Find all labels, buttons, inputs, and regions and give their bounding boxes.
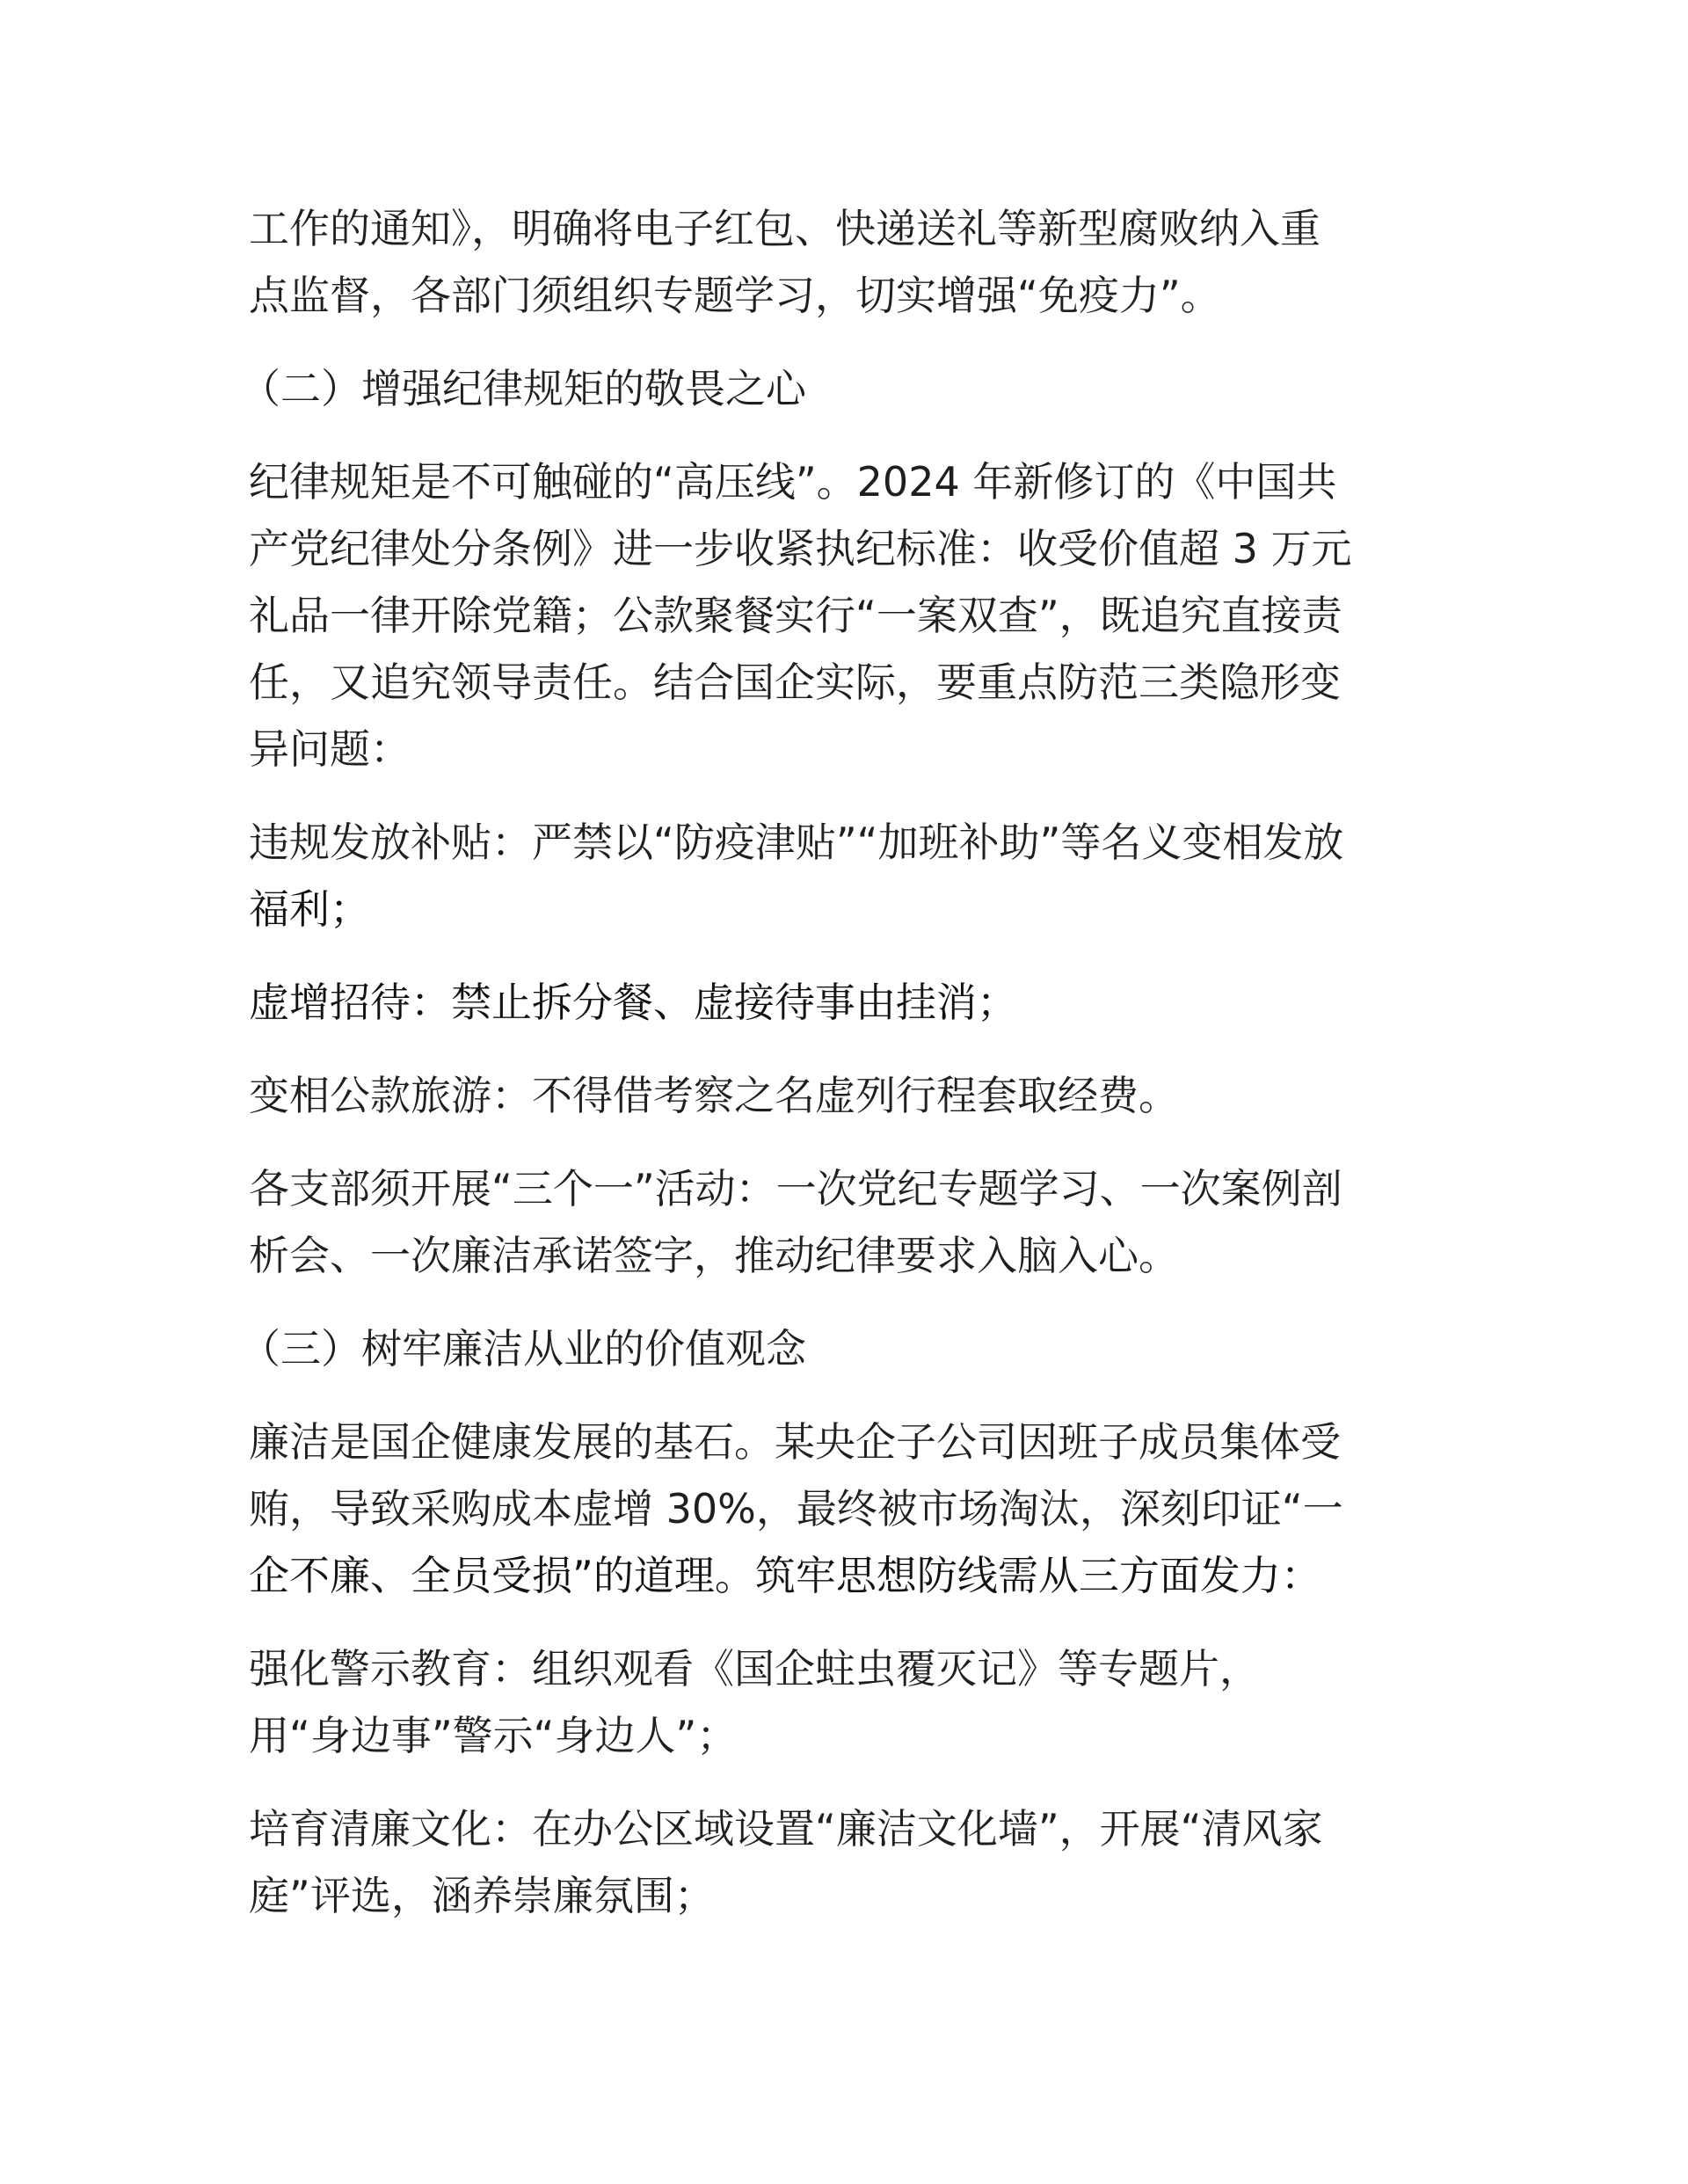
paragraph-three-ones-activity [249, 1155, 1444, 1289]
text-line: 企不廉、全员受损”的道理。筑牢思想防线需从三方面发力： [249, 1552, 1321, 1599]
text-line: 异问题： [249, 725, 411, 773]
text-line: 福利； [249, 885, 370, 933]
paragraph-integrity-foundation [249, 1409, 1444, 1609]
text-line: 培育清廉文化：在办公区域设置“廉洁文化墙”，开展“清风家 [249, 1805, 1323, 1853]
paragraph-notice-continuation [249, 195, 1444, 329]
text-line: 虚增招待：禁止拆分餐、虚接待事由挂消； [249, 979, 1017, 1026]
text-line: 廉洁是国企健康发展的基石。某央企子公司因班子成员集体受 [249, 1418, 1341, 1466]
paragraph-travel-item [249, 1062, 1444, 1129]
text-line: 点监督，各部门须组织专题学习，切实增强“免疫力”。 [249, 272, 1221, 319]
paragraph-clean-culture [249, 1795, 1444, 1929]
paragraph-subsidy-item [249, 809, 1444, 943]
text-line: 贿，导致采购成本虚增 30%，最终被市场淘汰，深刻印证“一 [249, 1485, 1343, 1532]
text-line: 任，又追究领导责任。结合国企实际，要重点防范三类隐形变 [249, 659, 1341, 706]
section-heading-2: （二）增强纪律规矩的敬畏之心 [240, 365, 806, 412]
document-page [240, 195, 1444, 1955]
text-line: 强化警示教育：组织观看《国企蛀虫覆灭记》等专题片， [249, 1645, 1260, 1693]
paragraph-warning-education [249, 1635, 1444, 1769]
paragraph-hospitality-item [249, 969, 1444, 1036]
paragraph-discipline-rules [249, 448, 1444, 783]
text-line: 产党纪律处分条例》进一步收紧执纪标准：收受价值超 3 万元 [249, 525, 1352, 572]
section-heading-3: （三）树牢廉洁从业的价值观念 [240, 1325, 806, 1372]
text-line: 庭”评选，涵养崇廉氛围； [249, 1872, 715, 1919]
text-line: 变相公款旅游：不得借考察之名虚列行程套取经费。 [249, 1072, 1179, 1119]
text-line: 违规发放补贴：严禁以“防疫津贴”“加班补助”等名义变相发放 [249, 819, 1344, 866]
text-line: 用“身边事”警示“身边人”； [249, 1712, 738, 1759]
text-line: 析会、一次廉洁承诺签字，推动纪律要求入脑入心。 [249, 1232, 1179, 1279]
text-line: 工作的通知》，明确将电子红包、快递送礼等新型腐败纳入重 [249, 205, 1321, 252]
text-line: 礼品一律开除党籍；公款聚餐实行“一案双查”，既追究直接责 [249, 592, 1342, 639]
text-line: 纪律规矩是不可触碰的“高压线”。2024 年新修订的《中国共 [249, 458, 1337, 506]
text-line: 各支部须开展“三个一”活动：一次党纪专题学习、一次案例剖 [249, 1165, 1342, 1212]
